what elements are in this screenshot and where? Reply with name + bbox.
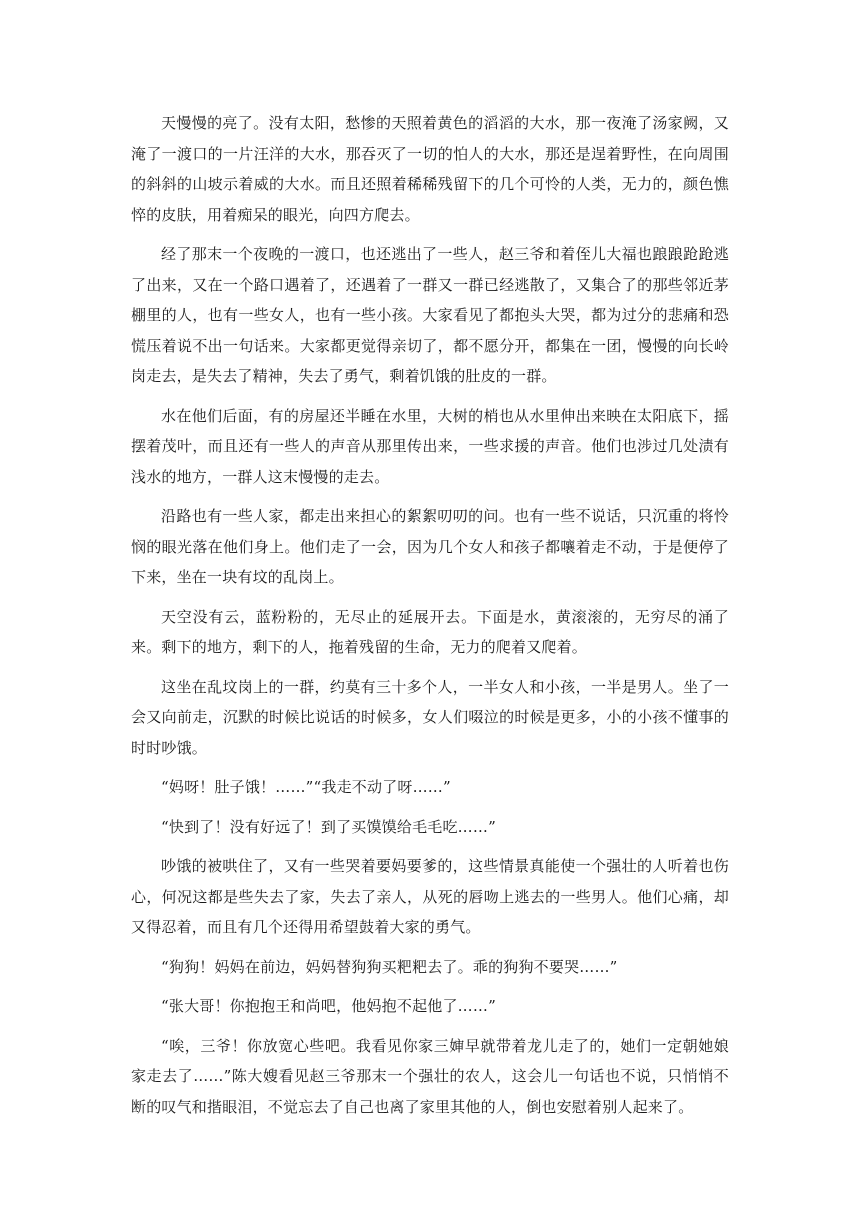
paragraph: 经了那末一个夜晚的一渡口，也还逃出了一些人，赵三爷和着侄儿大福也踉踉跄跄逃了出来，又在一个路口遇着了，还遇着了一群又一群已经逃散了，又集合了的那些邻近茅棚里的人，也有一些女人，也有一些小孩。大家看见了都抱头大哭，都为过分的悲痛和恐慌压着说不出一句话来。大家都更觉得亲切了，都不愿分开，都集在一团，慢慢的向长岭岗走去，是失去了精神，失去了勇气，剩着饥饿的肚皮的一群。: [131, 245, 729, 385]
dialogue-line: “张大哥！你抱抱王和尚吧，他妈抱不起他了……”: [161, 997, 496, 1015]
paragraph: 这坐在乱坟岗上的一群，约莫有三十多个人，一半女人和小孩，一半是男人。坐了一会又向前走，沉默的时候比说话的时候多，女人们啜泣的时候是更多，小的小孩不懂事的时时吵饿。: [131, 677, 729, 757]
paragraph: “唉，三爷！你放宽心些吧。我看见你家三婶早就带着龙儿走了的，她们一定朝她娘家走去了……”陈大嫂看见赵三爷那末一个强壮的农人，这会儿一句话也不说，只悄悄不断的叹气和揩眼泪，不觉忘去了自己也离了家里其他的人，倒也安慰着别人起来了。: [131, 1036, 729, 1116]
dialogue-line: “快到了！没有好远了！到了买馍馍给毛毛吃……”: [161, 817, 496, 836]
paragraph: 沿路也有一些人家，都走出来担心的絮絮叨叨的问。也有一些不说话，只沉重的将怜悯的眼光落在他们身上。他们走了一会，因为几个女人和孩子都嚷着走不动，于是便停了下来，坐在一块有坟的乱岗上。: [131, 507, 729, 586]
document-body: [131, 108, 729, 1131]
paragraph: 天空没有云，蓝粉粉的，无尽止的延展开去。下面是水，黄滚滚的，无穷尽的涌了来。剩下的地方，剩下的人，拖着残留的生命，无力的爬着又爬着。: [131, 607, 729, 656]
dialogue-line: “狗狗！妈妈在前边，妈妈替狗狗买粑粑去了。乖的狗狗不要哭……”: [161, 957, 618, 976]
paragraph: 天慢慢的亮了。没有太阳，愁惨的天照着黄色的滔滔的大水，那一夜淹了汤家阙，又淹了一渡口的一片汪洋的大水，那吞灭了一切的怕人的大水，那还是逞着野性，在向周围的斜斜的山坡示着威的大水。而且还照着稀稀残留下的几个可怜的人类，无力的，颜色憔悴的皮肤，用着痴呆的眼光，向四方爬去。: [131, 114, 729, 224]
dialogue-line: “妈呀！肚子饿！……”“我走不动了呀……”: [161, 778, 451, 796]
paragraph: 吵饿的被哄住了，又有一些哭着要妈要爹的，这些情景真能使一个强壮的人听着也伤心，何况这都是些失去了家，失去了亲人，从死的唇吻上逃去的一些男人。他们心痛，却又得忍着，而且有几个还得用希望鼓着大家的勇气。: [131, 857, 729, 936]
paragraph: 水在他们后面，有的房屋还半睡在水里，大树的梢也从水里伸出来映在太阳底下，摇摆着茂叶，而且还有一些人的声音从那里传出来，一些求援的声音。他们也涉过几处渍有浅水的地方，一群人这末慢慢的走去。: [131, 406, 729, 486]
